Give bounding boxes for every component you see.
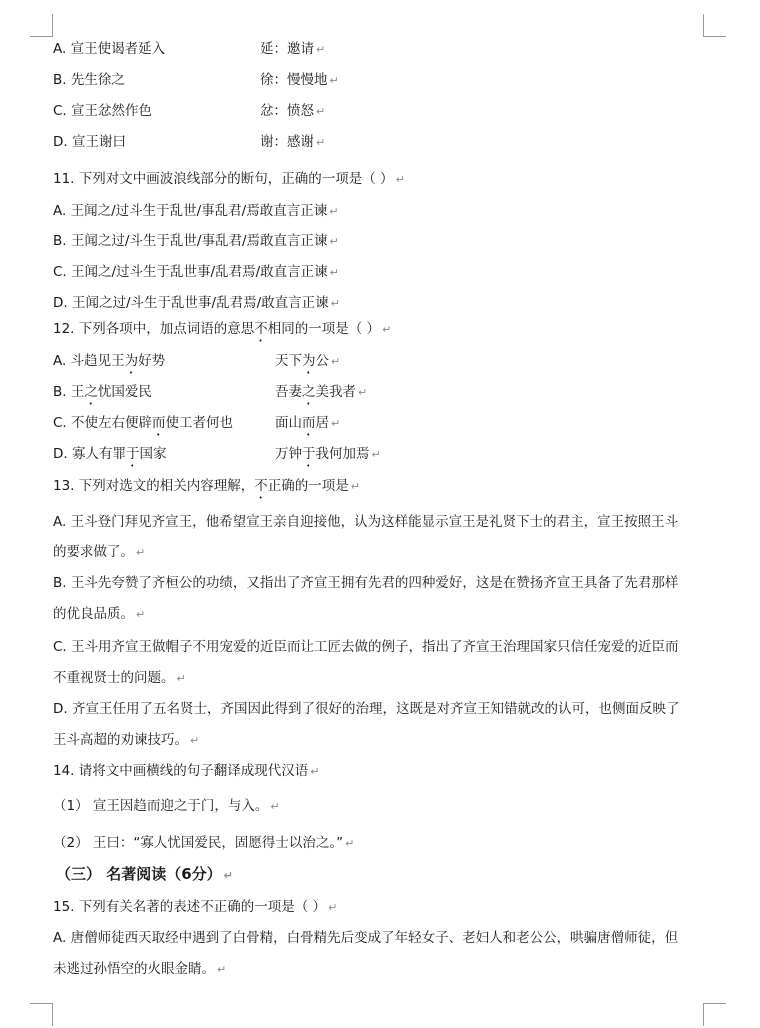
crop-mark-top-left — [30, 14, 53, 37]
section-3-heading: （三） 名著阅读（6分） ↵ — [56, 865, 233, 883]
q12-stem: 12. 下列各项中，加点词语的意思不相同的一项是（ ） ↵ — [53, 321, 392, 337]
q10-option-d: D. 宣王谢曰 谢：感谢 ↵ — [53, 134, 326, 150]
q13-option-a-line2: 的要求做了。 ↵ — [53, 544, 146, 560]
q12-option-d: D. 寡人有罪于国家 万钟于我何加焉 ↵ — [53, 446, 381, 462]
q13-option-c-line2: 不重视贤士的问题。 ↵ — [53, 670, 186, 686]
crop-mark-bottom-right — [703, 1003, 726, 1026]
q12-option-b: B. 王之忧国爱民 吾妻之美我者 ↵ — [53, 384, 368, 400]
q11-option-b: B. 王闻之过/斗生于乱世/事乱君/焉敢直言正谏 ↵ — [53, 233, 339, 249]
q10-option-b: B. 先生徐之 徐：慢慢地 ↵ — [53, 72, 339, 88]
q12-option-a: A. 斗趋见王为好势 天下为公 ↵ — [53, 353, 341, 369]
crop-mark-bottom-left — [30, 1003, 53, 1026]
q14-item-2: （2） 王曰：“寡人忧国爱民，固愿得士以治之。” ↵ — [53, 835, 355, 851]
crop-mark-top-right — [703, 14, 726, 37]
q10-option-a: A. 宣王使谒者延入 延：邀请 ↵ — [53, 41, 326, 57]
q13-option-a-line1: A. 王斗登门拜见齐宣王，他希望宣王亲自迎接他，认为这样能显示宣王是礼贤下士的君主，宣王按照王斗 — [53, 514, 679, 530]
q14-item-1: （1） 宣王因趋而迎之于门，与入。 ↵ — [53, 798, 280, 814]
q15-stem: 15. 下列有关名著的表述不正确的一项是（ ） ↵ — [53, 899, 338, 915]
q11-stem: 11. 下列对文中画波浪线部分的断句，正确的一项是（ ） ↵ — [53, 171, 405, 187]
q13-stem: 13. 下列对选文的相关内容理解，不正确的一项是 ↵ — [53, 478, 360, 494]
q13-option-b-line2: 的优良品质。 ↵ — [53, 606, 146, 622]
q13-option-d-line1: D. 齐宣王任用了五名贤士，齐国因此得到了很好的治理，这既是对齐宣王知错就改的认可，也侧面反映了 — [53, 701, 680, 717]
q10-option-c: C. 宣王忿然作色 忿：愤怒 ↵ — [53, 103, 326, 119]
q15-option-a-line2: 未逃过孙悟空的火眼金睛。 ↵ — [53, 961, 227, 977]
q13-option-b-line1: B. 王斗先夸赞了齐桓公的功绩，又指出了齐宣王拥有先君的四种爱好，这是在赞扬齐宣王具备了先君那样 — [53, 575, 679, 591]
q11-option-c: C. 王闻之/过斗生于乱世事/乱君焉/敢直言正谏 ↵ — [53, 264, 339, 280]
q13-option-c-line1: C. 王斗用齐宣王做帽子不用宠爱的近臣而让工匠去做的例子，指出了齐宣王治理国家只信任宠爱的近臣而 — [53, 639, 679, 655]
q12-option-c: C. 不使左右便辟而使工者何也 面山而居 ↵ — [53, 415, 341, 431]
q11-option-a: A. 王闻之/过斗生于乱世/事乱君/焉敢直言正谏 ↵ — [53, 203, 339, 219]
q14-stem: 14. 请将文中画横线的句子翻译成现代汉语 ↵ — [53, 763, 320, 779]
q15-option-a-line1: A. 唐僧师徒西天取经中遇到了白骨精，白骨精先后变成了年轻女子、老妇人和老公公，哄骗唐僧师徒，但 — [53, 930, 679, 946]
q11-option-d: D. 王闻之过/斗生于乱世事/乱君焉/敢直言正谏 ↵ — [53, 295, 340, 311]
q13-option-d-line2: 王斗高超的劝谏技巧。 ↵ — [53, 732, 200, 748]
